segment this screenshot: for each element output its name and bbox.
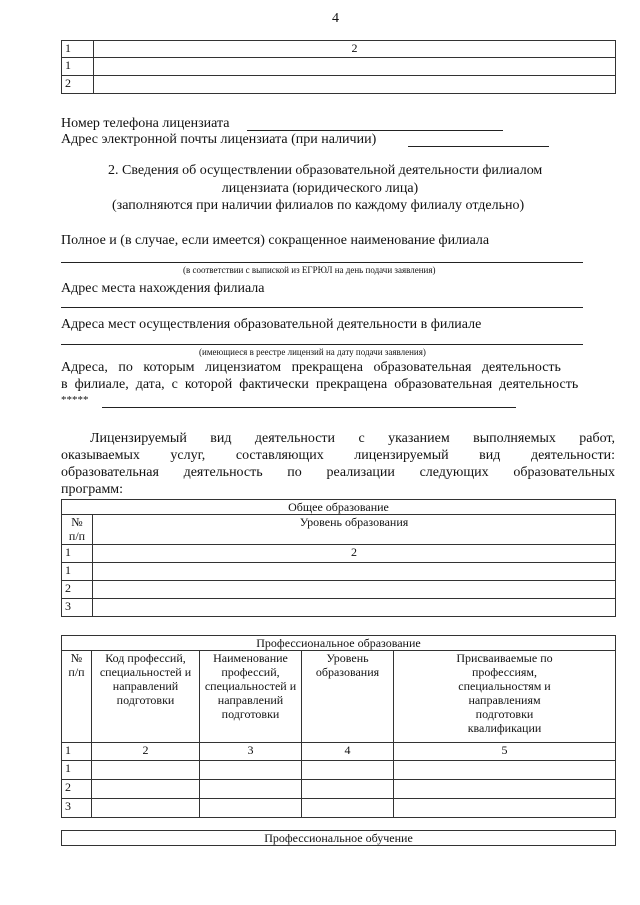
section2-heading-line2: лицензиата (юридического лица) bbox=[221, 181, 419, 196]
professional-education-title: Профессиональное образование bbox=[62, 636, 616, 651]
full-name-label: Полное и (в случае, если имеется) сокращенное наименование филиала bbox=[61, 233, 490, 248]
col-header-qualification: Присваиваемые по профессиям, специальностям и направлениям подготовки квалификации bbox=[394, 651, 616, 743]
level-field[interactable] bbox=[302, 761, 394, 780]
activity-addresses-field[interactable] bbox=[61, 344, 583, 345]
general-education-table bbox=[61, 499, 616, 617]
row-num: 2 bbox=[62, 581, 93, 599]
name-field[interactable] bbox=[200, 780, 302, 799]
qualification-field[interactable] bbox=[394, 780, 616, 799]
header-num-5: 5 bbox=[394, 743, 616, 761]
qualification-field[interactable] bbox=[394, 799, 616, 818]
page-number: 4 bbox=[332, 11, 339, 26]
full-name-field[interactable] bbox=[61, 262, 583, 263]
code-field[interactable] bbox=[92, 761, 200, 780]
header-num-1: 1 bbox=[62, 743, 92, 761]
row-num: 2 bbox=[62, 76, 94, 94]
row-num: 1 bbox=[62, 761, 92, 780]
level-field[interactable] bbox=[93, 599, 616, 617]
contacts-top-table bbox=[61, 40, 616, 94]
header-num-4: 4 bbox=[302, 743, 394, 761]
terminated-line3: ***** bbox=[61, 394, 89, 406]
header-level: 2 bbox=[93, 545, 616, 563]
row-value-field[interactable] bbox=[94, 58, 616, 76]
header-num: 1 bbox=[62, 545, 93, 563]
terminated-field[interactable] bbox=[102, 407, 516, 408]
header-num-2: 2 bbox=[92, 743, 200, 761]
professional-education-table bbox=[61, 635, 616, 818]
col-header-level: Уровень образования bbox=[302, 651, 394, 743]
row-num: 1 bbox=[62, 563, 93, 581]
general-education-title: Общее образование bbox=[62, 500, 616, 515]
col-header-num: № п/п bbox=[62, 515, 93, 545]
level-field[interactable] bbox=[93, 563, 616, 581]
row-value-field[interactable] bbox=[94, 76, 616, 94]
level-field[interactable] bbox=[302, 780, 394, 799]
section2-heading-line3: (заполняются при наличии филиалов по каждому филиалу отдельно) bbox=[112, 198, 525, 213]
email-field[interactable] bbox=[408, 146, 549, 147]
name-field[interactable] bbox=[200, 799, 302, 818]
table-row bbox=[62, 799, 616, 818]
header-num-3: 3 bbox=[200, 743, 302, 761]
terminated-line1: Адреса, по которым лицензиатом прекращена образовательная деятельность bbox=[61, 360, 561, 375]
email-label: Адрес электронной почты лицензиата (при наличии) bbox=[61, 132, 377, 147]
terminated-line2: в филиале, дата, с которой фактически прекращена образовательная деятельность bbox=[61, 377, 579, 392]
table-row bbox=[62, 58, 616, 76]
code-field[interactable] bbox=[92, 799, 200, 818]
professional-training-table bbox=[61, 830, 616, 846]
table-row bbox=[62, 76, 616, 94]
name-field[interactable] bbox=[200, 761, 302, 780]
table-row bbox=[62, 761, 616, 780]
table-header-col2: 2 bbox=[94, 41, 616, 58]
licensed-activity-line2: оказываемых услуг, составляющих лицензируемый вид деятельности: bbox=[61, 448, 615, 463]
table-row bbox=[62, 780, 616, 799]
licensed-activity-line4: программ: bbox=[61, 482, 124, 497]
table-row bbox=[62, 581, 616, 599]
licensed-activity-line3: образовательная деятельность по реализации следующих образовательных bbox=[61, 465, 615, 480]
table-row bbox=[62, 599, 616, 617]
licensed-activity-line1: Лицензируемый вид деятельности с указанием выполняемых работ, bbox=[90, 431, 615, 446]
qualification-field[interactable] bbox=[394, 761, 616, 780]
col-header-level: Уровень образования bbox=[93, 515, 616, 545]
full-name-note: (в соответствии с выпиской из ЕГРЮЛ на день подачи заявления) bbox=[183, 265, 436, 275]
level-field[interactable] bbox=[302, 799, 394, 818]
col-header-num: № п/п bbox=[62, 651, 92, 743]
phone-label: Номер телефона лицензиата bbox=[61, 116, 230, 131]
branch-address-field[interactable] bbox=[61, 307, 583, 308]
table-row bbox=[62, 563, 616, 581]
col-header-name: Наименование профессий, специальностей и направлений подготовки bbox=[200, 651, 302, 743]
level-field[interactable] bbox=[93, 581, 616, 599]
row-num: 2 bbox=[62, 780, 92, 799]
professional-training-title: Профессиональное обучение bbox=[62, 831, 616, 846]
table-header-num: 1 bbox=[62, 41, 94, 58]
activity-addresses-note: (имеющиеся в реестре лицензий на дату подачи заявления) bbox=[199, 347, 426, 357]
row-num: 3 bbox=[62, 599, 93, 617]
code-field[interactable] bbox=[92, 780, 200, 799]
branch-address-label: Адрес места нахождения филиала bbox=[61, 281, 265, 296]
row-num: 3 bbox=[62, 799, 92, 818]
activity-addresses-label: Адреса мест осуществления образовательной деятельности в филиале bbox=[61, 317, 482, 332]
row-num: 1 bbox=[62, 58, 94, 76]
section2-heading-line1: 2. Сведения об осуществлении образовательной деятельности филиалом bbox=[108, 163, 543, 178]
col-header-code: Код профессий, специальностей и направлений подготовки bbox=[92, 651, 200, 743]
